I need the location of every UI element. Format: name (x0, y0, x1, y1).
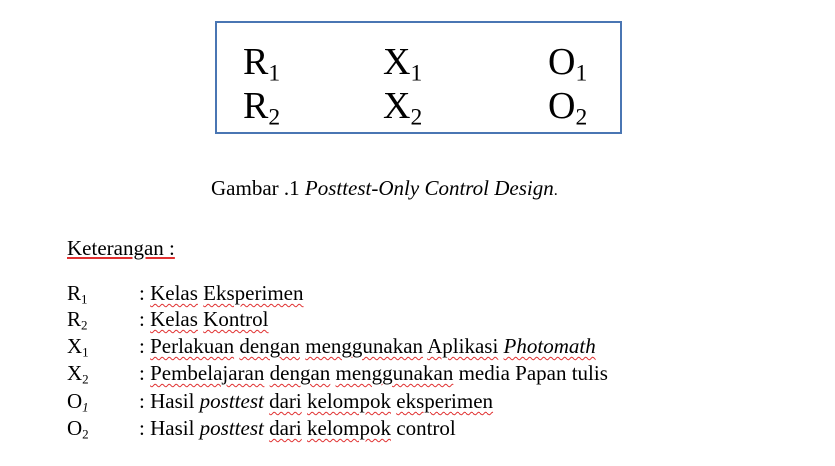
legend-description: : Kelas Kontrol (139, 307, 269, 331)
cell-o2: $O_2$ (548, 85, 588, 131)
legend-code: $R_1$ (67, 281, 88, 307)
legend-description: : Pembelajaran dengan menggunakan media Papan tulis (139, 361, 608, 385)
design-diagram-box (215, 21, 622, 134)
legend-code: $X_2$ (67, 361, 89, 387)
cell-o1: $O_1$ (548, 41, 588, 87)
legend-description: : Kelas Eksperimen (139, 281, 304, 305)
legend-description: : Perlakuan dengan menggunakan Aplikasi Photomath (139, 334, 596, 358)
legend-code: $X_1$ (67, 334, 89, 360)
legend-code: $O_2$ (67, 416, 89, 442)
legend-heading: Keterangan : (67, 236, 175, 260)
cell-r1: $R_1$ (243, 41, 281, 87)
legend-code: O1 (67, 389, 89, 415)
legend-description: : Hasil posttest dari kelompok eksperimen (139, 389, 494, 413)
figure-caption: Gambar .1 Posttest-Only Control Design. (211, 176, 558, 200)
cell-r2: $R_2$ (243, 85, 281, 131)
legend-description: : Hasil posttest dari kelompok control (139, 416, 456, 440)
cell-x1: $X_1$ (383, 41, 423, 87)
cell-x2: $X_2$ (383, 85, 423, 131)
legend-code: $R_2$ (67, 307, 88, 333)
